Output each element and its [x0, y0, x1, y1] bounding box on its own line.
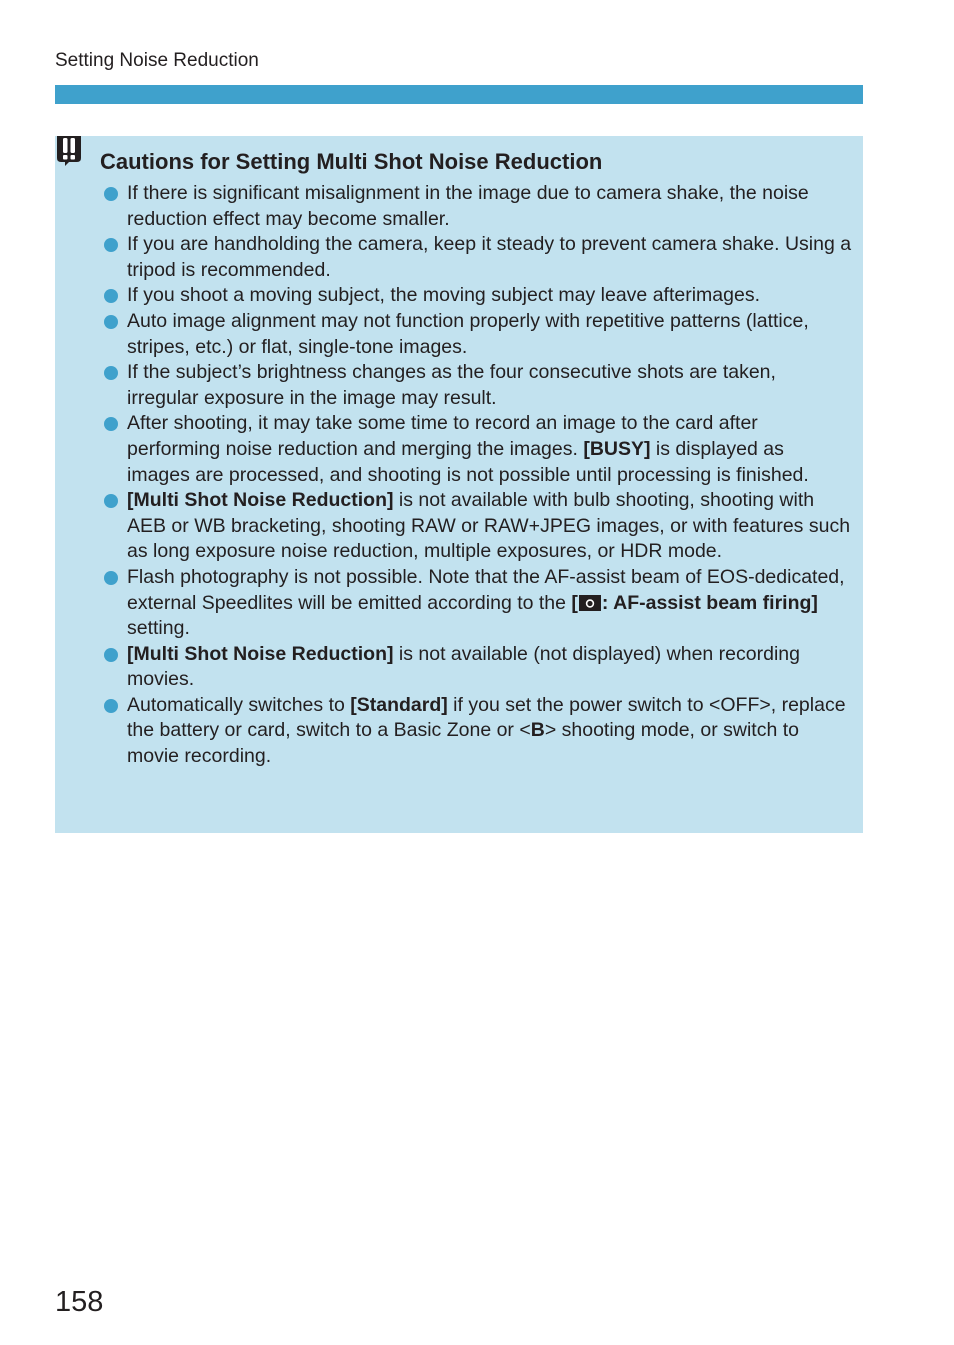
- caution-item: [100, 642, 852, 693]
- bullet-icon: [104, 289, 118, 303]
- item-text: if you set the power switch to <: [447, 693, 721, 716]
- camera-icon: [579, 593, 601, 611]
- menu-name: [Multi Shot Noise Reduction]: [127, 489, 394, 512]
- bullet-icon: [104, 699, 118, 713]
- caution-item: [100, 488, 852, 565]
- caution-item: [100, 309, 852, 360]
- item-text: Auto image alignment may not function properly with repetitive patterns (lattice, stripes, etc.) or flat, single-tone images.: [127, 309, 809, 358]
- item-text: setting.: [127, 617, 190, 640]
- item-text: is not available with bulb shooting, shooting with AEB or WB bracketing, shooting RAW or RAW+JPEG images, or with features such as long exposure noise reduction, multiple exposures, or HDR mode.: [127, 489, 851, 563]
- caution-item: [100, 232, 852, 283]
- item-text: is not available (not displayed) when recording movies.: [127, 642, 800, 691]
- caution-item: [100, 693, 852, 770]
- item-text: After shooting, it may take some time to record an image to the card after performing noise reduction and merging the images.: [127, 412, 758, 460]
- section-title: Setting Noise Reduction: [55, 50, 259, 71]
- bullet-icon: [104, 494, 118, 508]
- item-text: If you shoot a moving subject, the moving subject may leave afterimages.: [127, 284, 760, 307]
- bullet-icon: [104, 315, 118, 329]
- caution-title: Cautions for Setting Multi Shot Noise Reduction: [100, 149, 603, 174]
- header-bar: [55, 85, 863, 104]
- page-number: 158: [55, 1286, 104, 1318]
- item-text: If there is significant misalignment in the image due to camera shake, the noise reduction effect may become smaller.: [127, 182, 809, 230]
- item-text: is displayed as images are processed, and shooting is not possible until processing is finished.: [127, 437, 809, 486]
- caution-item: [100, 411, 852, 488]
- caution-item: [100, 283, 852, 309]
- menu-name: : AF-assist beam firing]: [601, 591, 818, 614]
- caution-exclamation-icon: [55, 136, 83, 166]
- bullet-icon: [104, 571, 118, 585]
- item-text: Automatically switches to: [127, 693, 351, 716]
- item-text: > shooting mode, or switch to movie recording.: [127, 719, 800, 768]
- menu-name: [Multi Shot Noise Reduction]: [127, 642, 394, 665]
- bullet-icon: [104, 238, 118, 252]
- caution-item: [100, 181, 852, 232]
- bullet-icon: [104, 366, 118, 380]
- bulb-mode-label: B: [530, 719, 545, 742]
- caution-item: [100, 565, 852, 642]
- menu-bracket-open: [: [571, 591, 578, 614]
- bullet-icon: [104, 417, 118, 431]
- caution-item: [100, 360, 852, 411]
- busy-label: [BUSY]: [583, 437, 651, 460]
- item-text: Flash photography is not possible. Note that the AF-assist beam of EOS-dedicated, external Speedlites will be emitted according to the: [127, 565, 845, 614]
- item-text: >, replace the battery or card, switch to a Basic Zone or <: [127, 693, 846, 742]
- bullet-icon: [104, 187, 118, 201]
- power-off-label: OFF: [720, 693, 760, 716]
- caution-list: [100, 181, 852, 770]
- item-text: If the subject’s brightness changes as the four consecutive shots are taken, irregular exposure in the image may result.: [127, 361, 776, 409]
- item-text: If you are handholding the camera, keep it steady to prevent camera shake. Using a tripod is recommended.: [127, 233, 852, 281]
- menu-name: [Standard]: [350, 693, 448, 716]
- bullet-icon: [104, 648, 118, 662]
